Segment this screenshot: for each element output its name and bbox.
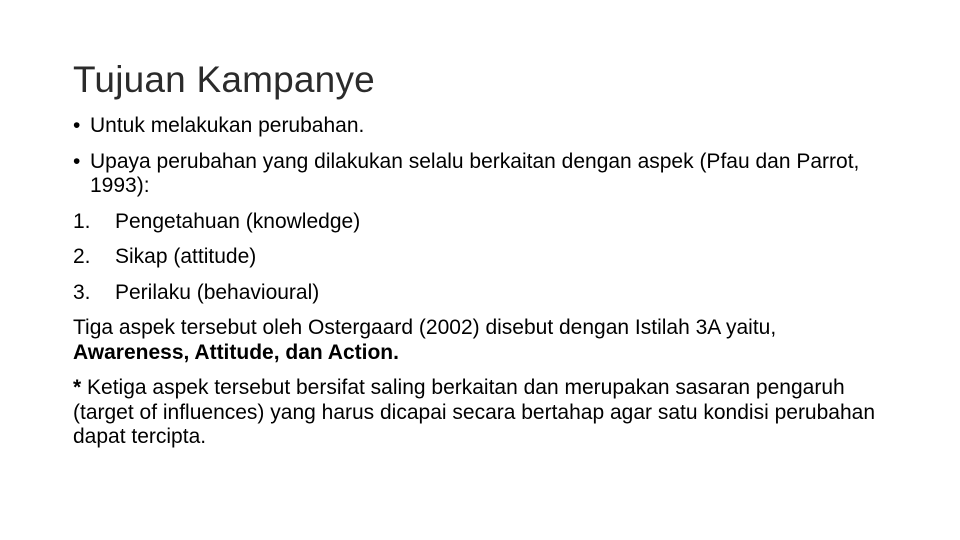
item-text: Pengetahuan (knowledge) (115, 209, 361, 233)
slide-title: Tujuan Kampanye (73, 59, 375, 100)
note-text: Ketiga aspek tersebut bersifat saling berkaitan dan merupakan sasaran pengaruh (target of influences) yang harus dicapai secara bertahap agar satu kondisi perubahan dapat tercipta. (73, 376, 876, 448)
numbered-item (73, 245, 893, 270)
bullet-text: Untuk melakukan perubahan. (90, 114, 365, 137)
numbered-item (73, 210, 893, 235)
bullet-text: Upaya perubahan yang dilakukan selalu berkaitan dengan aspek (Pfau dan Parrot, 1993): (90, 149, 860, 197)
numbered-item (73, 281, 893, 306)
item-text: Perilaku (behavioural) (115, 280, 320, 304)
bullet-icon: • (73, 114, 81, 137)
item-number: 1. (73, 209, 91, 233)
note-paragraph (73, 376, 893, 450)
slide-body (73, 114, 893, 461)
bullet-icon: • (73, 149, 81, 173)
item-number: 2. (73, 245, 91, 268)
summary-text: Tiga aspek tersebut oleh Ostergaard (2002) disebut dengan Istilah 3A yaitu, (73, 316, 777, 339)
note-star: * (73, 376, 82, 399)
summary-bold-text: Awareness, Attitude, dan Action. (73, 340, 399, 364)
item-number: 3. (73, 280, 91, 304)
item-text: Sikap (attitude) (115, 245, 257, 268)
summary-paragraph (73, 316, 893, 365)
bullet-item (73, 114, 893, 139)
bullet-item (73, 150, 893, 199)
